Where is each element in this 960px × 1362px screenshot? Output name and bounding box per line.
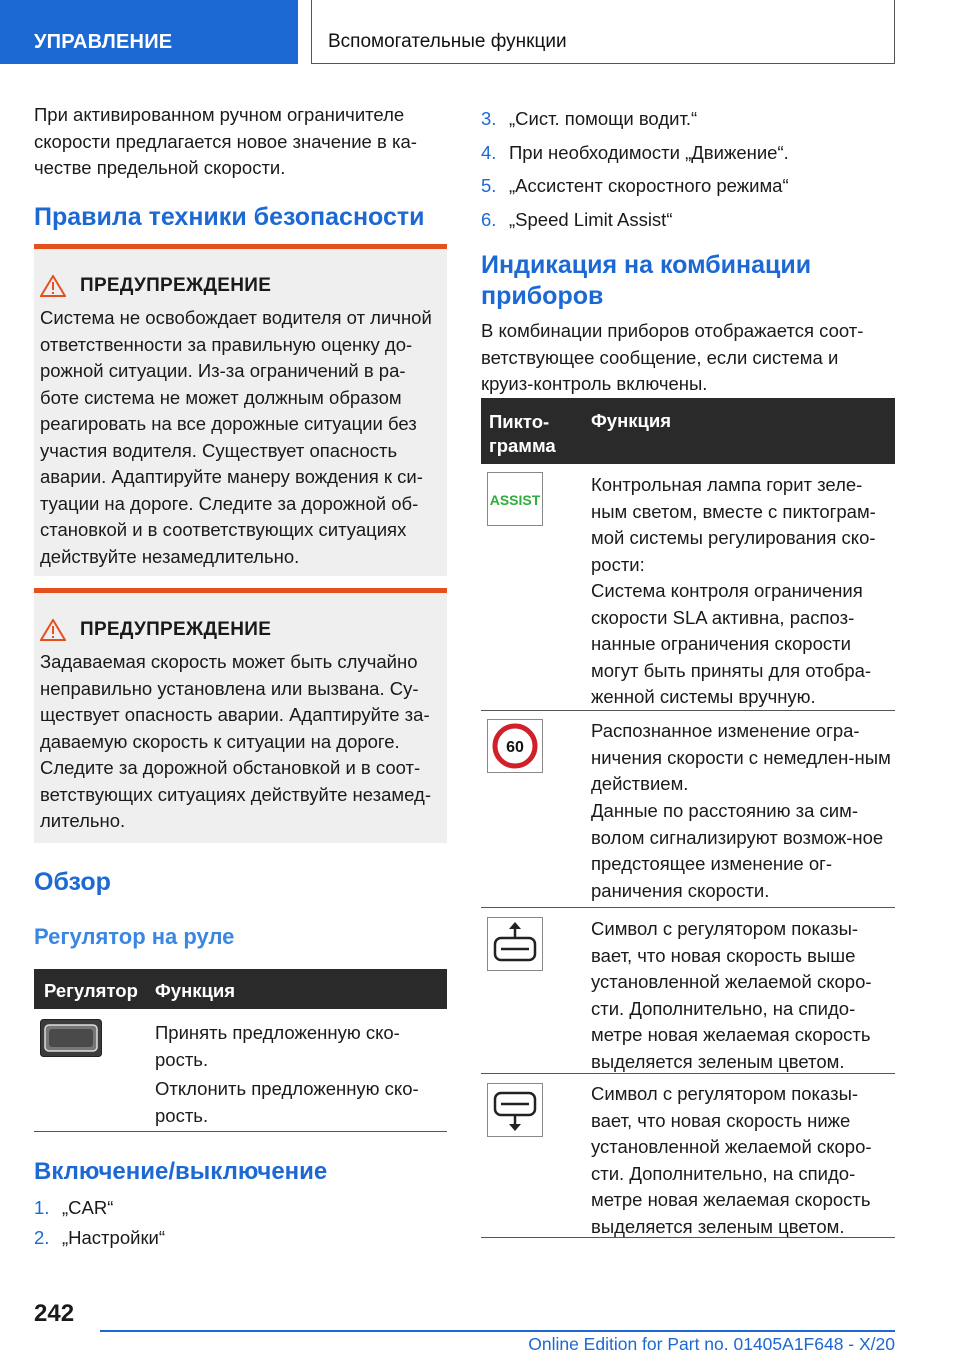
display-table-header (481, 398, 895, 464)
warning-triangle-icon (40, 619, 66, 641)
warning-title-2 (40, 619, 439, 641)
list-item (481, 106, 895, 133)
step-text: „Speed Limit Assist“ (509, 208, 673, 230)
warning-title-1 (40, 275, 439, 297)
onoff-heading: Включение/выключение (34, 1158, 328, 1185)
list-item (34, 1195, 447, 1222)
controller-table-bottom-rule (34, 1131, 447, 1132)
display-col1-header: Пикто-грамма (489, 411, 556, 456)
section-tab: УПРАВЛЕНИЕ (0, 0, 298, 64)
list-item (481, 140, 895, 167)
speed-limit-sign-icon (487, 719, 543, 773)
row-separator (481, 710, 895, 711)
chapter-title: Вспомогательные функции (311, 0, 895, 64)
controller-reject-text: Отклонить предложенную ско-рость. (155, 1078, 419, 1126)
display-col2-header: Функция (591, 410, 672, 431)
row1-text1: Контрольная лампа горит зеле-ным светом, вместе с пиктограм-мой системы регулирования ско-рости: (591, 474, 876, 575)
row2-text1: Распознанное изменение огра-ничения скорости с немедлен-ным действием. (591, 720, 891, 794)
warning-title-text-1: ПРЕДУПРЕЖДЕНИЕ (80, 275, 272, 296)
footer-rule (100, 1330, 895, 1332)
overview-heading: Обзор (34, 868, 111, 896)
controller-col2-header: Функция (155, 980, 236, 1001)
step-text: „CAR“ (62, 1197, 114, 1218)
controller-col1-header: Регулятор (44, 980, 138, 1001)
row-separator (481, 1073, 895, 1074)
footer-edition: Online Edition for Part no. 01405A1F648 - X/20 (528, 1334, 895, 1354)
step-number: 4. (481, 141, 497, 163)
warning-box-1 (34, 244, 447, 576)
assist-icon (487, 472, 543, 526)
row1-text2: Система контроля ограничения скорости SLA активна, распоз-нанные ограничения скорости могут быть приняты для отобра-женной системы вручную. (591, 580, 872, 707)
warning-title-text-2: ПРЕДУПРЕЖДЕНИЕ (80, 619, 272, 640)
controller-table-header (34, 969, 447, 1009)
row3-text: Символ с регулятором показы-вает, что новая скорость выше установленной желаемой скоро-сти. Дополнительно, на спидо-метре новая желаемая скорость выделяется зеленым цветом. (591, 918, 872, 1072)
display-intro: В комбинации приборов отображается соот-ветствующее сообщение, если система и круиз-контроль включены. (481, 320, 864, 394)
list-item (481, 207, 895, 234)
warning-triangle-icon (40, 275, 66, 297)
step-text: „Сист. помощи водит.“ (509, 108, 698, 129)
right-steps (481, 106, 895, 233)
controller-up-icon (487, 917, 543, 971)
step-number: 2. (34, 1226, 50, 1248)
intro-paragraph: При активированном ручном ограничителе скорости предлагается новое значение в ка-честве предельной скорости. (34, 104, 417, 178)
row4-text: Символ с регулятором показы-вает, что новая скорость ниже установленной желаемой скоро-сти. Дополнительно, на спидо-метре новая желаемая скорость выделяется зеленым цветом. (591, 1083, 872, 1237)
warning-text-2: Задаваемая скорость может быть случайно неправильно установлена или вызвана. Су-ществует опасность аварии. Адаптируйте за-даваемую скорость к ситуации на дороге. Следите за дорожной обстановкой и в соот-ветствующих ситуациях действуйте незамед-лительно. (40, 651, 431, 831)
steering-wheel-controller-icon (40, 1019, 102, 1057)
warning-box-2 (34, 588, 447, 843)
speed-limit-value: 60 (506, 739, 524, 756)
step-text: „Настройки“ (62, 1226, 166, 1248)
list-item (34, 1225, 447, 1252)
row-separator (481, 1237, 895, 1238)
step-text: При необходимости „Движение“. (509, 141, 789, 163)
assist-icon-label: ASSIST (489, 492, 541, 508)
display-heading: Индикация на комбинации приборов (481, 251, 812, 310)
controller-down-icon (487, 1083, 543, 1137)
step-text: „Ассистент скоростного режима“ (509, 175, 789, 196)
step-number: 6. (481, 208, 497, 230)
list-item (481, 173, 895, 200)
controller-heading: Регулятор на руле (34, 924, 235, 949)
row2-text2: Данные по расстоянию за сим-волом сигнализируют возмож-ное предстоящее изменение ог-раничения скорости. (591, 800, 884, 901)
onoff-steps (34, 1195, 447, 1251)
row-separator (481, 907, 895, 908)
controller-accept-text: Принять предложенную ско-рость. (155, 1022, 400, 1070)
step-number: 3. (481, 108, 497, 129)
page-number: 242 (34, 1300, 75, 1327)
safety-heading: Правила техники безопасности (34, 203, 425, 231)
warning-text-1: Система не освобождает водителя от личной ответственности за правильную оценку до-рожной ситуации. Из-за ограничений в ра-боте система не может должным образом реагировать на все дорожные ситуации без участия водителя. Существует опасность аварии. Адаптируйте манеру вождения к си-туации на дороге. Следите за дорожной об-становкой и в соответствующих ситуациях действуйте незамедлительно. (40, 307, 432, 567)
step-number: 5. (481, 175, 497, 196)
step-number: 1. (34, 1197, 50, 1218)
